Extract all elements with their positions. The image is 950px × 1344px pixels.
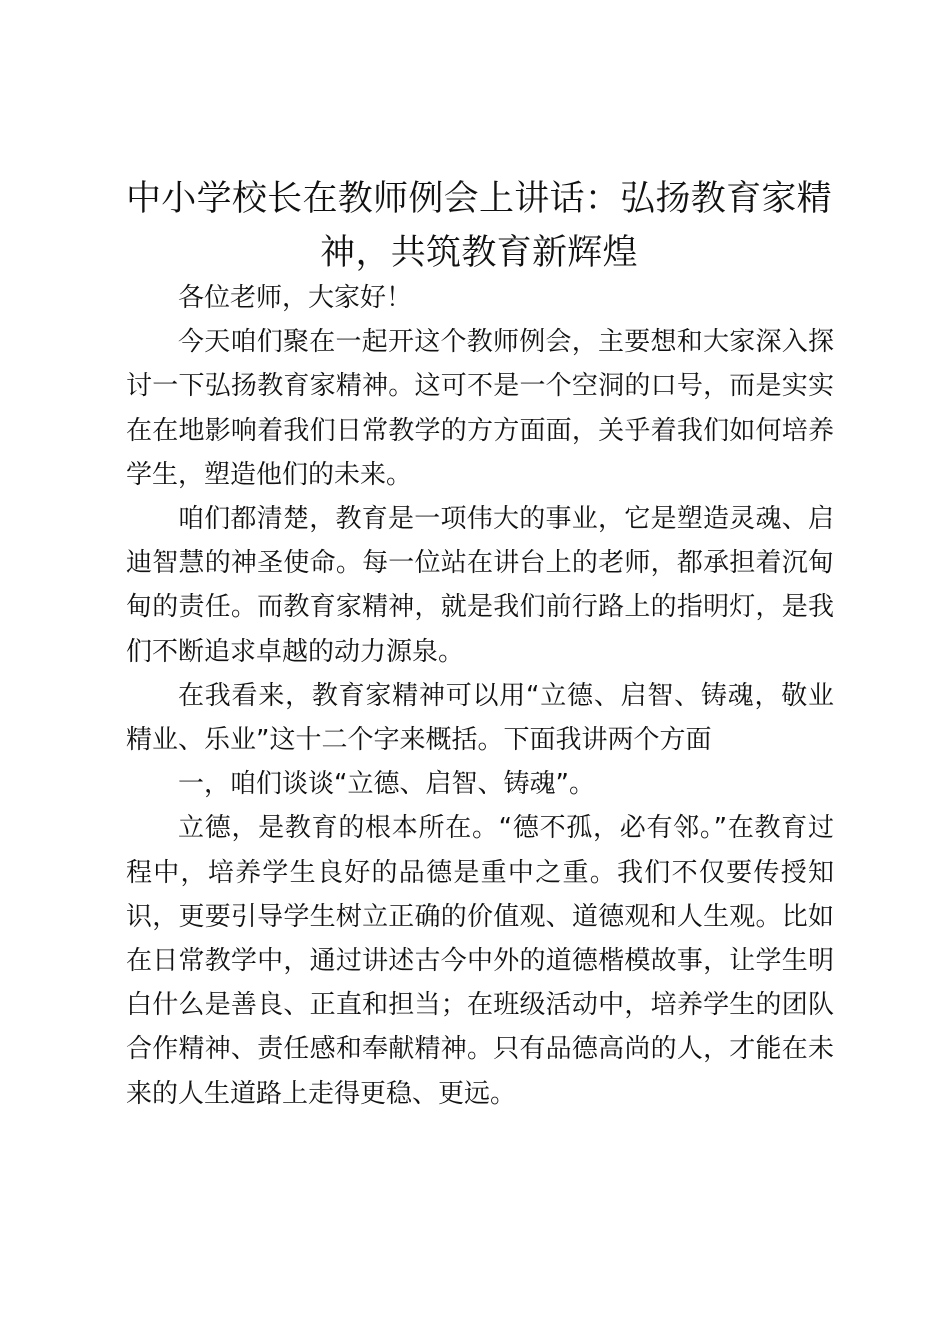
document-body [126,276,834,1116]
greeting-paragraph: 各位老师，大家好！ [178,283,413,313]
intro-paragraph: 今天咱们聚在一起开这个教师例会，主要想和大家深入探讨一下弘扬教育家精神。这可不是一个空洞的口号，而是实实在在地影响着我们日常教学的方方面面，关乎着我们如何培养学生，塑造他们的未来。 [126,327,834,490]
section-one-heading: 一，咱们谈谈“立德、启智、铸魂”。 [178,769,595,800]
document-title: 中小学校长在教师例会上讲话：弘扬教育家精神，共筑教育新辉煌 [125,179,832,273]
lide-paragraph: 立德，是教育的根本所在。“德不孤，必有邻。”在教育过程中，培养学生良好的品德是重中之重。我们不仅要传授知识，更要引导学生树立正确的价值观、道德观和人生观。比如在日常教学中，通过讲述古今中外的道德楷模故事，让学生明白什么是善良、正直和担当；在班级活动中，培养学生的团队合作精神、责任感和奉献精神。只有品德高尚的人，才能在未来的人生道路上走得更稳、更远。 [126,813,834,1109]
twelve-characters-paragraph: 在我看来，教育家精神可以用“立德、启智、铸魂，敬业精业、乐业”这十二个字来概括。下面我讲两个方面 [126,680,834,756]
education-mission-paragraph: 咱们都清楚，教育是一项伟大的事业，它是塑造灵魂、启迪智慧的神圣使命。每一位站在讲台上的老师，都承担着沉甸甸的责任。而教育家精神，就是我们前行路上的指明灯，是我们不断追求卓越的动力源泉。 [126,504,834,667]
